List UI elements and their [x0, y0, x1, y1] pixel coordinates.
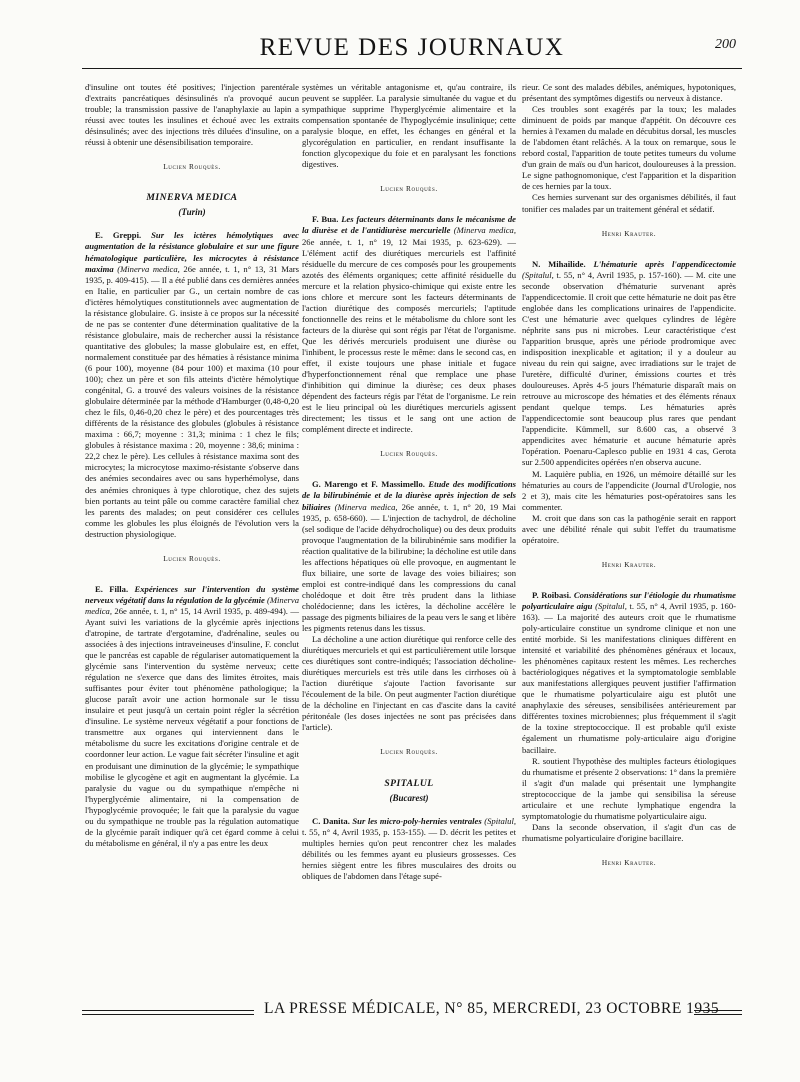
article-author: N. Mihailide.: [532, 258, 586, 269]
column-left: [85, 82, 299, 849]
article-author: G. Marengo et F. Massimello.: [312, 479, 425, 490]
article-reference: t. 55, n° 4, Avril 1935, p. 157-160).: [556, 269, 682, 280]
section-journal-city: (Bucarest): [389, 792, 429, 803]
paragraph: R. soutient l'hypothèse des multiples facteurs étiologiques du rhumatisme et présente 2 observations: 1° dans la première il s'agit d'un malade qui présentait une lymphangite streptococcique de la jambe qui sensibilisa la séreuse articulaire et une rechute lymphatique engendra la symptomatologie du rhumatisme polyarticulaire aigu.: [522, 755, 736, 821]
article-entry: [522, 259, 736, 469]
article-reference: 26e année, t. 1, n° 19, 12 Mai 1935, p. 623-629).: [302, 236, 502, 247]
article-citation-source: (Minerva medica,: [334, 501, 398, 512]
article-body: — Il a été publié dans ces dernières années en Italie, en particulier par G., un certain nombre de cas d'ictères hémolytiques constitutionnels avec augmentation de la résistance globulaire. G. insiste à ce propos sur la nécessité de ne pas se contenter d'une détermination qualitative de la résistance globulaire, mais de rechercher aussi la résistance quantitative des globules; la masse globulaire est, en effet, normalement constituée par des hématies à résistance minima (6 pour 100), moyenne (84 pour 100) et maxima (10 pour 100); chez un père et son fils atteints d'ictère hémolytique congénital, G. a trouvé des valeurs voisines de la résistance globulaire déterminée par la méthode d'Hamburger (0,48-0,20 chez le fils, 0,46-0,20 chez le père) et des pourcentages très différents de la résistance des globules (globules à résistance maxima : 66,7; moyenne : 31,3; minima : 1 chez le fils; globules à résistance maxima : 20, moyenne : 38,6; minima : 22,2 chez le père). Les cellules à résistance maxima sont des microcytes; la microcytose maximo-résistante s'observe dans des anémies secondaires avec ou sans hyperhémolyse, dans des anémies chroniques à type chlorotique, chez des sujets bien portants au teint pâle ou comme caractère familial chez les parents des malades; on peut considérer ces cellules comme les globules les plus éloignés de l'évolution vers la destruction physiologique.: [85, 274, 299, 539]
article-title: Expériences sur l'intervention du système nerveux végétatif dans la régulation de la glycémie: [85, 583, 299, 605]
paragraph: Ces hernies survenant sur des organismes débilités, il faut tonifier ces malades par un traitement général et sédatif.: [522, 192, 736, 214]
article-body: — La majorité des auteurs croit que le rhumatisme poly-articulaire constitue un syndrome clinique et non une entité morbide. Si les manifestations cliniques diffèrent en intensité et variabilité des phénomènes généraux et locaux, les phénomènes capitaux restent les mêmes. Les recherches bactériologiques négatives et la symptomatologie semblable aux manifestations allergiques peuvent justifier l'affirmation que le rhumatisme polyarticulaire aigu est plutôt une anaphylaxie des séreuses, sensibilisées antérieurement par différentes toxines microbiennes; plus fréquemment il s'agit de la toxine streptococcique. Il est probable qu'il existe également un rhumatisme poly-articulaire aigu d'origine bacillaire.: [522, 611, 736, 755]
article-author: E. Greppi.: [95, 230, 142, 241]
article-entry: [85, 584, 299, 849]
article-citation-source: (Spitalul,: [484, 815, 516, 826]
section-journal-city: (Turin): [178, 207, 206, 218]
author-signature: Lucien Rouquès.: [163, 553, 221, 563]
page-header: [82, 28, 742, 69]
paragraph: d'insuline ont toutes été positives; l'injection parentérale d'extraits pancréatiques désinsulinés n'a provoqué aucun trouble; la transmission passive de l'anaphylaxie au lapin a réussi avec toutes les insulines et échoué avec les extraits désinsulinés; avec des injections très diluées d'insuline, on a réussi à obtenir une désensibilisation temporaire.: [85, 82, 299, 148]
paragraph: systèmes un véritable antagonisme et, qu'au contraire, ils peuvent se suppléer. La paralysie simultanée du vague et du sympathique supprime l'hyperglycémie alimentaire et la compensation spontanée de l'hypoglycémie insulinique; cette paralysie bloque, en effet, les échanges en général et la glycorégulation en particulier, en rendant insuffisante la fonction glycopexique du foie et en paralysant les fonctions digestives.: [302, 82, 516, 170]
article-citation-source: (Minerva medica,: [117, 263, 180, 274]
footer-rule-left: [82, 1010, 254, 1015]
journal-title: REVUE DES JOURNAUX: [259, 34, 565, 61]
article-citation-source: (Spitalul,: [522, 269, 554, 280]
article-body: — L'élément actif des diurétiques mercuriels est l'affinité résiduelle du mercure de ces composés pour les groupements azotés des éléments organiques; cette affinité résiduelle du mercure et la relation physico-chimique qui existe entre les ions chlore et mercure sont les facteurs déterminants de l'action diurétique des composés mercuriels; l'aptitude fonctionnelle des reins et le métabolisme du chlore sont les facteurs de la diurèse qui sont régis par l'état de l'organisme. Que les dérivés mercuriels produisent une diurèse ou l'inhibent, le processus reste le même: dans le second cas, en effet, il existe toujours une phase initiale et fugace d'hyperfonctionnement rénal que remplace une phase d'inhibition qui diminue la diurèse; ces deux phases dépendent des facteurs régis par l'état de l'organisme. Le rein est le lieu principal où les diurétiques mercuriels agissent directement; les tissus et le sang ont une action de complément directe et indirecte.: [302, 236, 517, 435]
article-body: — L'injection de tachydrol, de décholine (sel sodique de l'acide déhydrocholique) ou des deux produits provoque l'augmentation de la bilirubinémie sans modifier la réaction qualitative de la bilirubine; la décholine est utile dans les affections hépatiques où elle provoque, en augmentant le flux biliaire, une sorte de lavage des voies biliaires; son emploi est contre-indiqué dans les compressions du canal cholédoque et doit être très prudent dans la lithiase cholédocienne; dans les ictères, la décholine accélère le passage des pigments biliaires de la peau vers le sang et libère les pigments retenus dans les tissus.: [302, 512, 516, 634]
article-author: F. Bua.: [312, 214, 339, 225]
article-reference: t. 55, n° 4, Avril 1935, p. 153-155).: [302, 826, 426, 837]
article-title: Sur les micro-poly-hernies ventrales: [352, 815, 482, 826]
author-signature: Lucien Rouquès.: [380, 747, 438, 757]
section-journal-name: MINERVA MEDICA: [146, 192, 238, 204]
article-title: Les facteurs déterminants dans le mécanisme de la diurèse et de l'antidiurèse mercurielle: [302, 214, 516, 236]
article-author: E. Filla.: [95, 583, 129, 594]
author-signature: Henri Krauter.: [601, 857, 657, 867]
footer-rule-right: [694, 1010, 742, 1015]
article-title: Sur les ictères hémolytiques avec augmentation de la résistance globulaire et sur une figure hématologique particulière, les microcytes à résistance maxima: [85, 230, 299, 274]
article-body: — D. décrit les petites et multiples hernies qu'on peut rencontrer chez les malades débilités ou les femmes ayant eu plusieurs grossesses. Ces hernies siègent entre les fibres musculaires des droits ou obliques de l'abdomen dans l'étage supé-: [302, 826, 516, 881]
article-body: — M. cite une seconde observation d'hématurie survenant après l'appendicectomie. Il croit que cette hématurie ne doit pas être englobée dans les complications urinaires de l'appendicite. C'est une hématurie avec quelques cylindres de légère néphrite sans pus ni microbes. Leur caractéristique c'est l'apparition brusque, après une période prodromique avec indisposition inexplicable et agitation; il y a douleur au niveau du rein qui saigne, avec irradiations sur le trajet de l'uretère, difficulté d'uriner, émissions courtes et très douloureuses. Après 4-5 jours l'hématurie disparaît mais on retrouve au microscope des hématies et des éléments rénaux pendant quelque temps. Les hématuries après l'appendicectomie sont beaucoup plus rares que pendant l'appendicite. Kümmell, sur 8.600 cas, a observé 3 appendicites avec hématurie et aucune hématurie après l'opération. Poenaru-Caplesco publie en 1931 4 cas, Gerota sur 2.500 appendicites opérées n'en observa aucune.: [522, 269, 736, 468]
paragraph: Ces troubles sont exagérés par la toux; les malades diminuent de poids par manque d'appétit. On découvre ces hernies à l'examen du malade en décubitus dorsal, les muscles de l'abdomen étant relâchés. A la toux on remarque, sous le rebord costal, l'apparition de toute petites tumeurs du volume d'un grain de maïs ou d'un haricot, douloureuses à la pression. Le signe pathognomonique, c'est l'apparition et la disparition de ces hernies par la toux.: [522, 104, 736, 192]
paragraph: La décholine a une action diurétique qui renforce celle des diurétiques mercuriels et qui est particulièrement utile lorsque ces diurétiques sont contre-indiqués; l'association décholine-diurétiques mercuriels est très utile dans les cirrhoses où à l'action diurétique s'ajoute l'action favorisante sur l'écoulement de la bile. On peut augmenter l'action diurétique de la décholine en l'injectant en cas d'ascite dans la cavité péritonéale (les doses injectées ne sont pas précisées dans l'article).: [302, 634, 516, 733]
paragraph: rieur. Ce sont des malades débiles, anémiques, hypotoniques, présentant des symptômes digestifs ou nerveux à distance.: [522, 82, 736, 104]
page-number: 200: [715, 37, 736, 52]
article-entry: [302, 816, 516, 882]
article-body: — Ayant suivi les variations de la glycémie après injections d'atropine, de tartrate d'ergotamine, d'adrénaline, seules ou associées à des injections intraveineuses d'insuline, F. conclut que le pancréas est capable de régulariser automatiquement la glycémie sans l'intervention du système nerveux; cette régulation ne s'exerce que dans des limites étroites, mais suffisantes pour éviter tout phénomène pathologique; la glucose paraît avoir une action hormonale sur le tissu insulaire et peut jusqu'à un certain point régler la sécrétion d'insuline. Le système nerveux végétatif a pour fonctions de transmettre aux organes qui interviennent dans le métabolisme du sucre les excitations d'origine centrale et de coordonner leur action. Le vague fait sécréter l'insuline et agit en produisant une diminution de la glycémie; le sympathique mobilise le glycogène et agit en augmentant la glycémie. La paralysie du vague ou du sympathique n'empêche ni l'hyperglycémie alimentaire, ni la compensation de l'hypoglycémie provoquée; le fait que la paralysie du vague ou du sympathique ne trouble pas la régulation automatique de la glycémie paraît indiquer qu'à cet égard comme à celui du métabolisme en général, il n'y a pas entre les deux: [85, 605, 300, 848]
author-signature: Henri Krauter.: [601, 559, 657, 569]
paragraph: M. Laquière publia, en 1926, un mémoire détaillé sur les hématuries au cours de l'appendicite (Journal d'Urologie, nos 2 et 3), mais cite les hématuries post-opératoires sans les commenter.: [522, 468, 736, 512]
column-middle: [302, 82, 516, 882]
author-signature: Lucien Rouquès.: [380, 184, 438, 194]
article-title: L'hématurie après l'appendicectomie: [593, 258, 737, 269]
section-journal-name: SPITALUL: [384, 777, 434, 789]
article-entry: [522, 590, 736, 756]
article-reference: 26e année, t. 1, n° 13, 31 Mars 1935, p. 409-415).: [85, 263, 299, 285]
column-right: [522, 82, 736, 888]
article-reference: t. 55, n° 4, Avril 1935, p. 160-163).: [522, 600, 736, 622]
article-reference: 26e année, t. 1, n° 15, 14 Avril 1935, p. 489-494).: [114, 605, 288, 616]
article-reference: 26e année, t. 1, n° 20, 19 Mai 1935, p. 658-660).: [302, 501, 517, 523]
article-title: Etude des modifications de la bilirubinémie et de la diurèse après injection de sels biliaires: [302, 479, 516, 512]
author-signature: Henri Krauter.: [601, 228, 657, 238]
article-citation-source: (Spitalul,: [595, 600, 627, 611]
article-citation-source: (Minerva medica,: [453, 225, 516, 236]
page-footer: [82, 1000, 742, 1026]
footer-publication-line: LA PRESSE MÉDICALE, N° 85, MERCREDI, 23 OCTOBRE 1935: [264, 1000, 720, 1017]
paragraph: Dans la seconde observation, il s'agit d'un cas de rhumatisme polyarticulaire d'origine bacillaire.: [522, 821, 736, 843]
author-signature: Lucien Rouquès.: [380, 449, 438, 459]
article-author: C. Danita.: [312, 815, 350, 826]
paragraph: M. croit que dans son cas la pathogénie serait en rapport avec une débilité rénale qui subit l'effet du traumatisme opératoire.: [522, 512, 736, 545]
article-author: P. Roibasi.: [532, 589, 572, 600]
article-entry: [302, 479, 516, 634]
article-entry: [85, 230, 299, 539]
author-signature: Lucien Rouquès.: [163, 162, 221, 172]
article-citation-source: (Minerva medica,: [85, 594, 299, 616]
article-title: Considérations sur l'étiologie du rhumatisme polyarticulaire aigu: [522, 589, 737, 611]
article-entry: [302, 214, 516, 435]
